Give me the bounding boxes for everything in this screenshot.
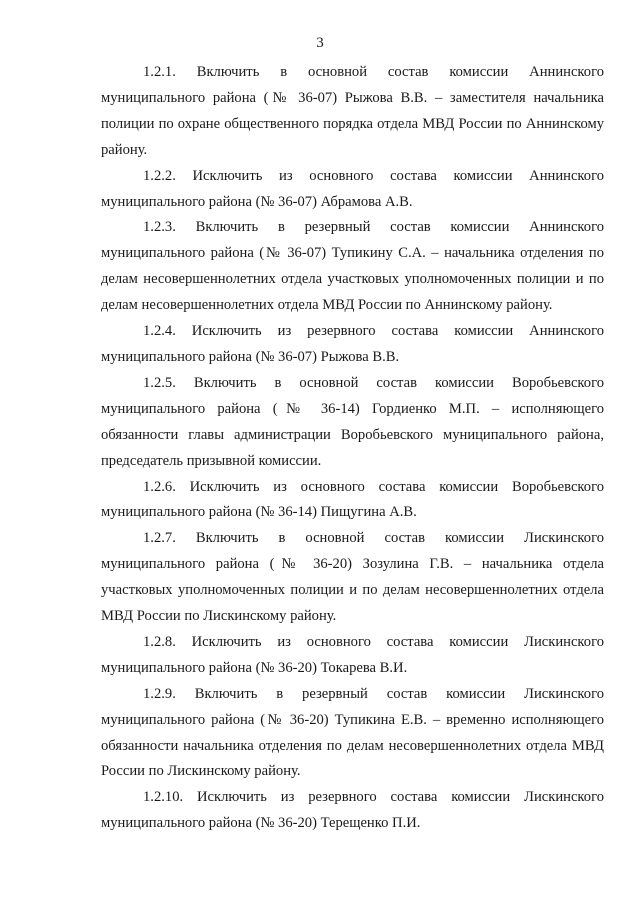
paragraph-1-2-4: 1.2.4. Исключить из резервного состава комиссии Аннинского муниципального района (№ 36-07) Рыжова В.В. (101, 323, 604, 365)
document-body (101, 60, 604, 837)
paragraph-1-2-5: 1.2.5. Включить в основной состав комиссии Воробьевского муниципального района (№ 36-14) Гордиенко М.П. – исполняющего обязанности главы администрации Воробьевского муниципального района, председатель призывной комиссии. (101, 374, 604, 469)
paragraph-1-2-10: 1.2.10. Исключить из резервного состава комиссии Лискинского муниципального района (№ 36-20) Терещенко П.И. (101, 789, 604, 832)
paragraph-1-2-1: 1.2.1. Включить в основной состав комиссии Аннинского муниципального района (№ 36-07) Рыжова В.В. – заместителя начальника полиции по охране общественного порядка отдела МВД России по Аннинскому району. (101, 64, 604, 158)
paragraph-1-2-7: 1.2.7. Включить в основной состав комиссии Лискинского муниципального района (№ 36-20) Зозулина Г.В. – начальника отдела участковых уполномоченных полиции и по делам несовершеннолетних отдела МВД России по Лискинскому району. (101, 530, 604, 625)
paragraph-1-2-9: 1.2.9. Включить в резервный состав комиссии Лискинского муниципального района (№ 36-20) Тупикина Е.В. – временно исполняющего обязанности начальника отделения по делам несовершеннолетних отдела МВД России по Лискинскому району. (101, 685, 604, 780)
page-number: 3 (316, 35, 324, 51)
paragraph-1-2-2: 1.2.2. Исключить из основного состава комиссии Аннинского муниципального района (№ 36-07) Абрамова А.В. (101, 167, 604, 210)
paragraph-1-2-6: 1.2.6. Исключить из основного состава комиссии Воробьевского муниципального района (№ 36-14) Пищугина А.В. (101, 478, 604, 521)
paragraph-1-2-3: 1.2.3. Включить в резервный состав комиссии Аннинского муниципального района (№ 36-07) Тупикину С.А. – начальника отделения по делам несовершеннолетних отдела участковых уполномоченных полиции и по делам несовершеннолетних отдела МВД России по Аннинскому району. (101, 219, 604, 314)
paragraph-1-2-8: 1.2.8. Исключить из основного состава комиссии Лискинского муниципального района (№ 36-20) Токарева В.И. (101, 633, 604, 676)
